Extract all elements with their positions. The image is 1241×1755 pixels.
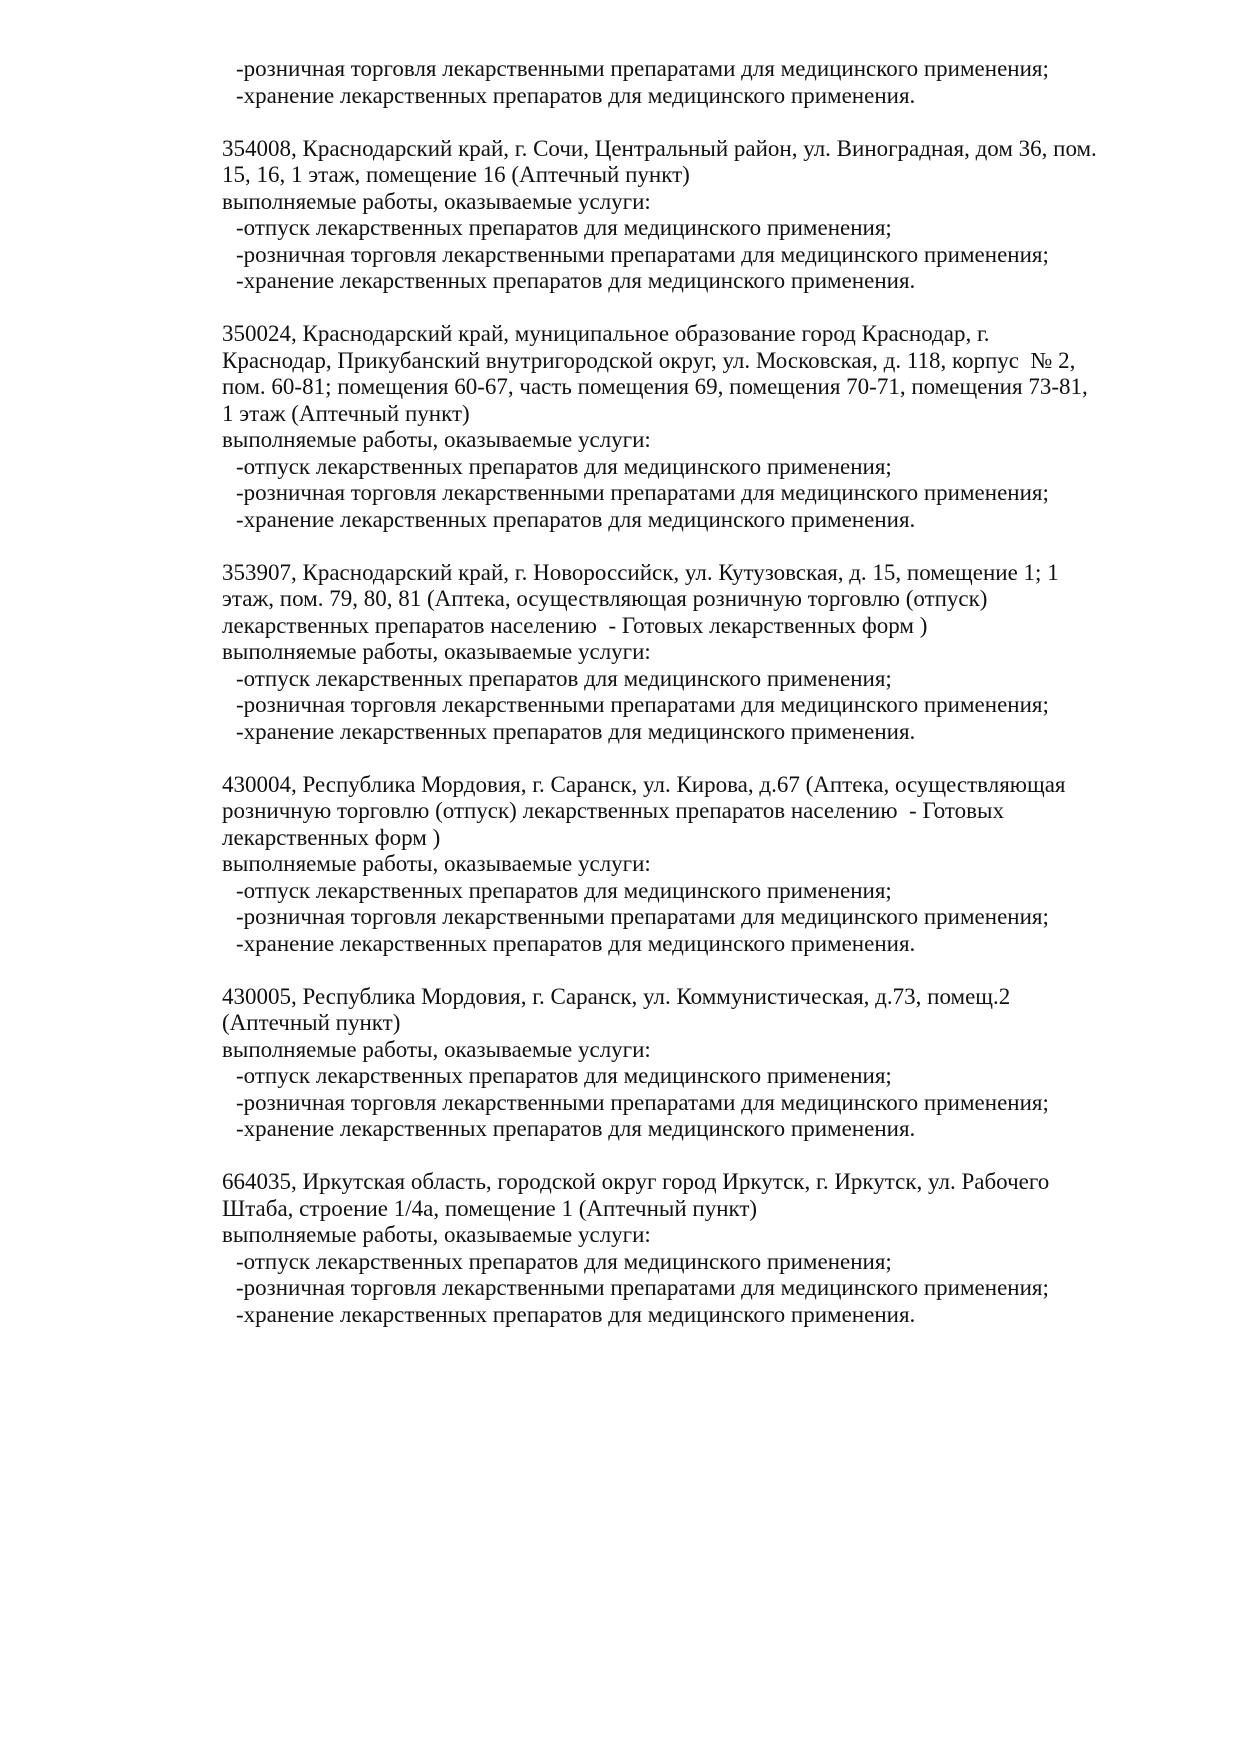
service-item: -розничная торговля лекарственными препаратами для медицинского применения; <box>236 241 1049 267</box>
paragraph-gap <box>222 109 1182 136</box>
license-address-entry <box>222 1169 1182 1328</box>
service-item: -розничная торговля лекарственными препаратами для медицинского применения; <box>236 692 1049 717</box>
address-line: 354008, Краснодарский край, г. Сочи, Центральный район, ул. Виноградная, дом 36, пом. <box>222 135 1097 161</box>
address-line: лекарственных форм ) <box>222 824 441 850</box>
service-item: -хранение лекарственных препаратов для медицинского применения. <box>236 82 916 108</box>
address-line: 1 этаж (Аптечный пункт) <box>222 400 470 426</box>
services-header: выполняемые работы, оказываемые услуги: <box>222 851 651 876</box>
address-line: 353907, Краснодарский край, г. Новороссийск, ул. Кутузовская, д. 15, помещение 1; 1 <box>222 559 1059 585</box>
continued-services-list <box>222 56 1182 109</box>
service-item: -отпуск лекарственных препаратов для медицинского применения; <box>236 665 892 691</box>
document-body <box>222 56 1182 1328</box>
address-line: 664035, Иркутская область, городской округ город Иркутск, г. Иркутск, ул. Рабочего <box>222 1169 1050 1194</box>
service-item: -хранение лекарственных препаратов для медицинского применения. <box>236 1301 916 1327</box>
license-address-entry <box>222 560 1182 746</box>
address-line: Штаба, строение 1/4а, помещение 1 (Аптечный пункт) <box>222 1195 758 1221</box>
service-item: -розничная торговля лекарственными препаратами для медицинского применения; <box>236 1275 1049 1300</box>
service-item: -хранение лекарственных препаратов для медицинского применения. <box>236 506 916 532</box>
license-address-entry <box>222 772 1182 958</box>
service-item: -отпуск лекарственных препаратов для медицинского применения; <box>236 1248 892 1274</box>
address-line: розничную торговлю (отпуск) лекарственных препаратов населению - Готовых <box>222 798 1004 823</box>
services-header: выполняемые работы, оказываемые услуги: <box>222 639 651 664</box>
services-header: выполняемые работы, оказываемые услуги: <box>222 1036 651 1062</box>
services-header: выполняемые работы, оказываемые услуги: <box>222 1222 651 1247</box>
service-item: -розничная торговля лекарственными препаратами для медицинского применения; <box>236 1089 1049 1115</box>
service-item: -розничная торговля лекарственными препаратами для медицинского применения; <box>236 56 1049 81</box>
paragraph-gap <box>222 745 1182 772</box>
service-item: -хранение лекарственных препаратов для медицинского применения. <box>236 930 916 956</box>
address-line: 15, 16, 1 этаж, помещение 16 (Аптечный пункт) <box>222 162 690 187</box>
address-line: (Аптечный пункт) <box>222 1010 401 1035</box>
service-item: -отпуск лекарственных препаратов для медицинского применения; <box>236 453 892 479</box>
service-item: -хранение лекарственных препаратов для медицинского применения. <box>236 718 916 744</box>
services-header: выполняемые работы, оказываемые услуги: <box>222 427 651 452</box>
service-item: -отпуск лекарственных препаратов для медицинского применения; <box>236 1063 892 1088</box>
address-line: пом. 60-81; помещения 60-67, часть помещения 69, помещения 70-71, помещения 73-81, <box>222 374 1088 399</box>
address-line: лекарственных препаратов населению - Готовых лекарственных форм ) <box>222 612 928 638</box>
license-address-entry <box>222 136 1182 295</box>
services-header: выполняемые работы, оказываемые услуги: <box>222 188 651 214</box>
service-item: -розничная торговля лекарственными препаратами для медицинского применения; <box>236 480 1049 505</box>
service-item: -отпуск лекарственных препаратов для медицинского применения; <box>236 877 892 903</box>
license-address-entry <box>222 984 1182 1143</box>
paragraph-gap <box>222 295 1182 322</box>
paragraph-gap <box>222 533 1182 560</box>
address-line: 350024, Краснодарский край, муниципальное образование город Краснодар, г. <box>222 321 990 346</box>
address-line: 430005, Республика Мордовия, г. Саранск, ул. Коммунистическая, д.73, помещ.2 <box>222 983 1011 1009</box>
service-item: -розничная торговля лекарственными препаратами для медицинского применения; <box>236 904 1049 929</box>
paragraph-gap <box>222 1143 1182 1170</box>
license-address-entry <box>222 321 1182 533</box>
address-line: Краснодар, Прикубанский внутригородской округ, ул. Московская, д. 118, корпус № 2, <box>222 347 1076 373</box>
service-item: -хранение лекарственных препаратов для медицинского применения. <box>236 1116 916 1141</box>
address-line: 430004, Республика Мордовия, г. Саранск, ул. Кирова, д.67 (Аптека, осуществляющая <box>222 771 1066 797</box>
service-item: -хранение лекарственных препаратов для медицинского применения. <box>236 268 916 293</box>
address-line: этаж, пом. 79, 80, 81 (Аптека, осуществляющая розничную торговлю (отпуск) <box>222 586 988 611</box>
paragraph-gap <box>222 957 1182 984</box>
service-item: -отпуск лекарственных препаратов для медицинского применения; <box>236 215 892 240</box>
